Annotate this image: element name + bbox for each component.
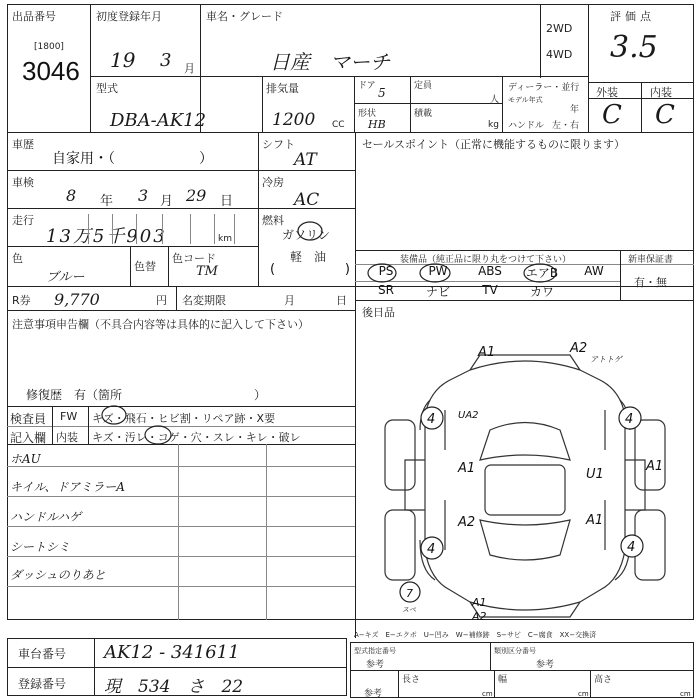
divider	[7, 310, 355, 311]
score-value: 3.5	[610, 30, 658, 65]
load-unit: kg	[488, 120, 499, 130]
equip-circles	[360, 262, 580, 284]
divider	[262, 76, 263, 132]
divider	[94, 638, 95, 696]
equip-item: ナビ	[425, 285, 450, 299]
shape-value: HB	[368, 118, 386, 131]
recycle-value: 9,770	[54, 290, 100, 309]
diagram-mark: 4	[625, 412, 634, 427]
divider	[234, 214, 235, 244]
divider	[7, 556, 355, 557]
divider	[354, 103, 502, 104]
divider	[540, 4, 541, 78]
divider	[7, 132, 694, 133]
divider	[620, 250, 621, 300]
divider	[266, 444, 267, 620]
shift-label: シフト	[262, 138, 295, 151]
diagram-mark: U1	[586, 467, 604, 482]
inspection-label: 車検	[12, 176, 34, 189]
recycle-unit: 円	[156, 294, 167, 307]
note-line: キイル、ドアミラーA	[10, 480, 125, 494]
diagram-mark: A1	[458, 461, 476, 476]
handle-label: ハンドル	[508, 121, 545, 131]
divider	[350, 670, 694, 671]
insp-day: 29	[186, 186, 207, 205]
door-value: 5	[378, 86, 386, 100]
int-label: 内装	[650, 86, 672, 99]
divider	[588, 4, 589, 132]
spec-label: 型式指定番号	[354, 647, 396, 655]
equip-item	[568, 283, 620, 300]
disp-value: 1200	[272, 110, 316, 130]
chassis-label: 車台番号	[18, 647, 67, 661]
divider	[90, 4, 91, 132]
divider	[355, 300, 694, 301]
door-label: ドア	[358, 81, 376, 91]
capacity-unit: 人	[490, 95, 500, 105]
shape-label: 形状	[358, 109, 377, 119]
ac-value: AC	[294, 190, 320, 210]
divider	[130, 246, 131, 286]
colorcode-value: TM	[196, 264, 218, 279]
plate-label: 登録番号	[18, 677, 67, 691]
notes-circles	[100, 404, 190, 446]
ext-grade: C	[602, 100, 622, 130]
diagram-mark: アトトゲ	[590, 355, 622, 364]
fuel-diesel: 軽 油	[290, 250, 327, 264]
divider	[90, 76, 588, 77]
divider	[398, 670, 399, 698]
year-unit: 年	[570, 105, 580, 115]
model-year-label: モデル年式	[508, 96, 543, 104]
divider	[178, 444, 179, 620]
equip-item: カワ	[529, 285, 554, 299]
reg-year: 19	[110, 48, 136, 72]
notes-label: 注意事項申告欄（不具合内容等は具体的に記入して下さい）	[12, 318, 309, 331]
insp-month: 3	[138, 186, 149, 205]
twowd-label: 2WD	[546, 22, 573, 35]
diagram-mark: 4	[427, 412, 436, 427]
equip-item: PW	[428, 264, 448, 278]
height-unit: cm	[680, 690, 691, 698]
length-label: 長さ	[402, 675, 421, 685]
divider	[7, 170, 355, 171]
divider	[355, 250, 694, 251]
month-unit: 月	[184, 62, 195, 75]
note-line: ホAU	[10, 452, 41, 466]
reg-year-label: 初度登録年月	[96, 10, 162, 23]
divider	[641, 82, 642, 132]
divider	[7, 466, 355, 467]
equip-label: 装備品（純正品に限り丸をつけて下さい）	[400, 255, 572, 265]
divider	[136, 214, 137, 244]
fuel-circle	[296, 220, 324, 242]
divider	[214, 214, 215, 244]
history-label: 車歴	[12, 138, 34, 151]
length-ref: 参考	[364, 689, 383, 699]
width-unit: cm	[578, 690, 589, 698]
diagram-mark: A1	[472, 596, 487, 609]
lot-label: 出品番号	[12, 10, 56, 23]
diagram-mark: A2	[472, 610, 487, 623]
type-value: DBA-AK12	[110, 110, 207, 131]
divider	[354, 76, 355, 132]
load-label: 積載	[414, 109, 433, 119]
repaint-label: 色替	[134, 260, 156, 273]
shift-value: AT	[294, 150, 317, 170]
lot-number: 3046	[22, 56, 80, 86]
divider	[7, 586, 355, 587]
capacity-label: 定員	[414, 81, 433, 91]
car-damage-diagram	[360, 340, 690, 630]
damage-legend: A−キズ E−エクボ U−凹み W−補修跡 S−サビ C−腐食 XX−交換済	[354, 631, 597, 639]
diagram-mark: A2	[458, 515, 476, 530]
reg-month: 3	[160, 50, 172, 71]
divider	[176, 286, 177, 310]
divider	[258, 132, 259, 286]
equip-item: TV	[482, 283, 498, 297]
equip-item: エアB	[525, 266, 559, 280]
divider	[494, 670, 495, 698]
divider	[7, 496, 355, 497]
diagram-mark: A1	[478, 345, 496, 360]
name-change-label: 名変期限	[182, 294, 226, 307]
note-line: ハンドルハゲ	[10, 510, 82, 524]
mileage-unit: km	[218, 234, 232, 244]
divider	[88, 406, 89, 444]
note-line: シートシミ	[10, 540, 71, 554]
diagram-mark: 7	[406, 587, 413, 600]
ac-label: 冷房	[262, 176, 284, 189]
interior-text: キズ・汚レ・コゲ・穴・スレ・キレ・破レ	[92, 431, 301, 444]
after-label: 後日品	[362, 306, 395, 319]
divider	[88, 214, 89, 244]
int-grade: C	[655, 100, 675, 130]
category-label: 類別区分番号	[494, 647, 536, 655]
length-unit: cm	[482, 690, 493, 698]
fw-label: FW	[60, 410, 78, 423]
divider	[490, 642, 491, 670]
insp-year-unit: 年	[100, 194, 114, 209]
lot-sub: [1800]	[34, 42, 64, 52]
divider	[410, 76, 411, 132]
color-label: 色	[12, 252, 23, 265]
equip-item: SR	[378, 283, 394, 297]
divider	[355, 132, 356, 638]
note-line: ダッシュのりあと	[10, 568, 106, 582]
warranty-label: 新車保証書	[628, 255, 674, 265]
ext-label: 外装	[596, 86, 618, 99]
recycle-label: R券	[12, 294, 31, 307]
equip-item: AW	[584, 264, 604, 278]
insp-month-unit: 月	[160, 194, 174, 209]
divider	[7, 667, 347, 668]
equip-item: ABS	[478, 264, 502, 278]
name-change-day: 日	[336, 294, 347, 307]
diagram-mark: A2	[570, 341, 588, 356]
fourwd-label: 4WD	[546, 48, 573, 61]
divider	[162, 214, 163, 244]
category-ref: 参考	[536, 660, 555, 670]
disp-label: 排気量	[266, 82, 299, 95]
equip-item: PS	[378, 264, 394, 278]
disp-unit: CC	[332, 120, 345, 130]
diagram-mark: A1	[586, 513, 604, 528]
diagram-mark: スペ	[402, 606, 416, 614]
car-name: 日産 マーチ	[270, 50, 390, 74]
divider	[52, 406, 53, 444]
history-value: 自家用・（ ）	[52, 151, 213, 167]
height-label: 高さ	[594, 675, 613, 685]
plate-value: 現 534 さ 22	[104, 677, 244, 697]
equip-row2	[360, 283, 620, 300]
diagram-mark: A1	[646, 459, 664, 474]
name-change-month: 月	[284, 294, 295, 307]
inspector-label: 検査員	[10, 412, 47, 426]
fuel-paren: ( )	[270, 262, 350, 277]
divider	[590, 670, 591, 698]
dealer-label: ディーラー・並行	[508, 83, 580, 93]
color-value: ブルー	[46, 270, 85, 285]
divider	[168, 246, 169, 286]
name-label: 車名・グレード	[206, 10, 283, 23]
colorcode-label: 色コード	[172, 252, 216, 265]
warranty-value: 有・無	[634, 276, 667, 289]
insp-year: 8	[66, 186, 77, 205]
chassis-value: AK12 - 341611	[104, 642, 240, 663]
handle-opts: 左・右	[552, 121, 580, 131]
mileage-value: 13万5千903	[46, 226, 167, 247]
divider	[190, 214, 191, 244]
mileage-label: 走行	[12, 214, 34, 227]
diagram-mark: 4	[427, 542, 436, 557]
divider	[7, 526, 355, 527]
fw-text: キズ・飛石・ヒビ割・リペア跡・X要	[92, 412, 276, 425]
spec-ref: 参考	[366, 660, 385, 670]
diagram-mark: UA2	[458, 410, 479, 421]
fuel-gas: ガソリン	[282, 228, 331, 242]
entry-label: 記入欄	[10, 431, 47, 445]
width-label: 幅	[498, 675, 508, 685]
fuel-label: 燃料	[262, 214, 284, 227]
diagram-mark: 4	[627, 540, 636, 555]
divider	[112, 214, 113, 244]
insp-day-unit: 日	[220, 194, 234, 209]
divider	[502, 76, 503, 132]
score-label: 評価点	[610, 10, 655, 23]
sales-label: セールスポイント（正常に機能するものに限ります）	[362, 138, 626, 151]
repair-label: 修復歴 有（箇所 ）	[26, 388, 267, 402]
interior-label: 内装	[56, 431, 78, 444]
type-label: 型式	[96, 82, 118, 95]
